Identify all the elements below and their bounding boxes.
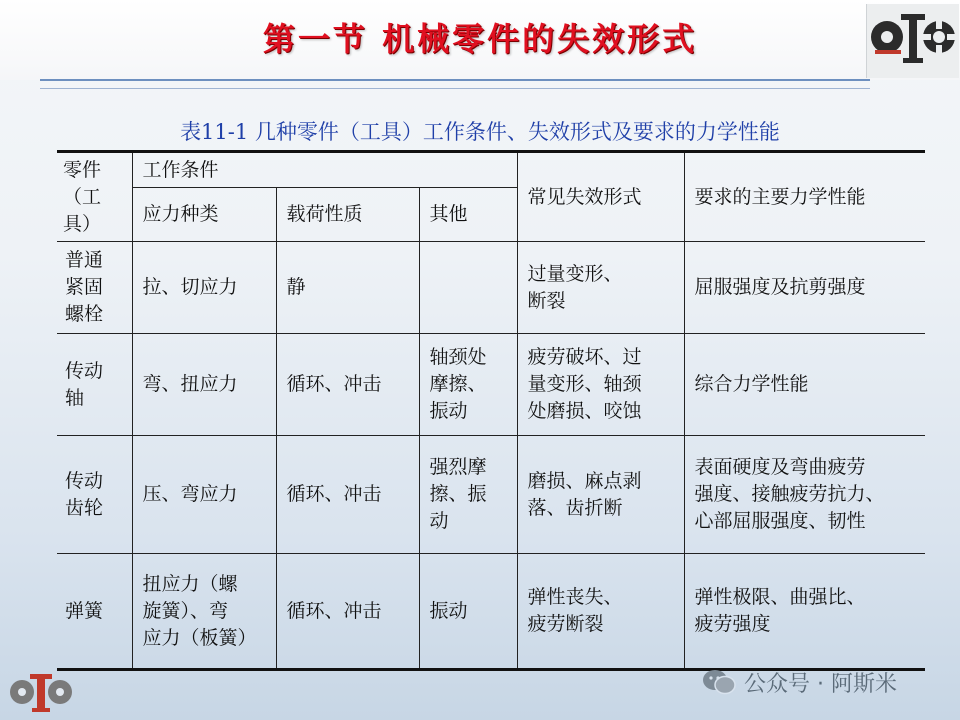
title-rule bbox=[40, 79, 870, 81]
cell-required-properties bbox=[684, 242, 925, 334]
cell-failure-forms bbox=[517, 334, 684, 436]
cell-line: 强烈摩 bbox=[429, 456, 487, 478]
cell-line: 轴 bbox=[65, 386, 85, 409]
cell-part bbox=[57, 554, 132, 670]
cell-line: 弹性丧失、 bbox=[527, 586, 623, 608]
cell-load-nature bbox=[276, 436, 419, 554]
table-row bbox=[57, 242, 925, 334]
cell-line: 量变形、轴颈 bbox=[527, 373, 642, 395]
cell-line: 落、齿折断 bbox=[527, 496, 623, 519]
cell-line: 轴颈处 bbox=[429, 346, 487, 368]
gear-logo-icon bbox=[866, 4, 959, 78]
cell-line: 疲劳破坏、过 bbox=[527, 346, 642, 368]
cell-line: 疲劳断裂 bbox=[527, 613, 604, 635]
header-failure-forms: 常见失效形式 bbox=[517, 152, 684, 242]
header-part bbox=[57, 152, 132, 242]
wechat-icon bbox=[702, 668, 736, 696]
cell-failure-forms bbox=[517, 554, 684, 670]
cell-line: 静 bbox=[286, 276, 306, 298]
header-part-line: （工 bbox=[63, 185, 102, 208]
cell-line: 擦、振 bbox=[429, 483, 487, 505]
cell-line: 拉、切应力 bbox=[142, 276, 238, 298]
watermark-text: 公众号 · 阿斯米 bbox=[744, 671, 897, 697]
header-required-properties: 要求的主要力学性能 bbox=[684, 152, 925, 242]
cell-line: 螺栓 bbox=[65, 303, 104, 325]
cell-part bbox=[57, 334, 132, 436]
table-header-row bbox=[57, 152, 925, 188]
cell-line: 表面硬度及弯曲疲劳 bbox=[694, 456, 866, 478]
cell-line: 压、弯应力 bbox=[142, 483, 238, 505]
cell-line: 综合力学性能 bbox=[694, 373, 809, 395]
cell-required-properties bbox=[684, 436, 925, 554]
cell-line: 普通 bbox=[65, 249, 104, 271]
cell-line: 循环、冲击 bbox=[286, 373, 382, 395]
cell-line: 扭应力（螺 bbox=[142, 572, 238, 595]
cell-line: 振动 bbox=[429, 599, 468, 622]
cell-line: 循环、冲击 bbox=[286, 483, 382, 505]
cell-line: 传动 bbox=[65, 359, 104, 382]
properties-table bbox=[57, 150, 925, 671]
cell-other bbox=[419, 554, 517, 670]
cell-line: 传动 bbox=[65, 469, 104, 492]
cell-load-nature bbox=[276, 242, 419, 334]
cell-other bbox=[419, 242, 517, 334]
cell-line: 过量变形、 bbox=[527, 262, 623, 285]
cell-line: 弹簧 bbox=[65, 599, 104, 622]
cell-required-properties bbox=[684, 334, 925, 436]
cell-line: 心部屈服强度、韧性 bbox=[694, 510, 866, 532]
header-stress-type: 应力种类 bbox=[132, 188, 276, 242]
header-working-conditions: 工作条件 bbox=[132, 152, 517, 188]
header-other: 其他 bbox=[419, 188, 517, 242]
cell-line: 处磨损、咬蚀 bbox=[527, 400, 642, 422]
cell-other bbox=[419, 436, 517, 554]
page-title: 第一节 机械零件的失效形式 bbox=[262, 20, 698, 58]
cell-other bbox=[419, 334, 517, 436]
cell-load-nature bbox=[276, 554, 419, 670]
cell-line: 磨损、麻点剥 bbox=[527, 469, 642, 492]
cell-line: 应力（板簧） bbox=[142, 626, 257, 649]
cell-line: 旋簧）、弯 bbox=[142, 599, 229, 622]
cell-line: 振动 bbox=[429, 400, 468, 422]
cell-part bbox=[57, 436, 132, 554]
cell-line: 弹性极限、曲强比、 bbox=[694, 586, 866, 608]
cell-line: 断裂 bbox=[527, 289, 566, 312]
header-part-line: 零件 bbox=[63, 158, 102, 181]
cell-line: 疲劳强度 bbox=[694, 613, 771, 635]
header-part-line: 具） bbox=[63, 212, 102, 235]
cell-line: 循环、冲击 bbox=[286, 599, 382, 622]
table-row bbox=[57, 436, 925, 554]
table-caption: 表11-1 几种零件（工具）工作条件、失效形式及要求的力学性能 bbox=[180, 120, 780, 144]
table-row bbox=[57, 334, 925, 436]
cell-required-properties bbox=[684, 554, 925, 670]
watermark bbox=[702, 666, 897, 698]
cell-stress-type bbox=[132, 334, 276, 436]
cell-line: 摩擦、 bbox=[429, 373, 487, 395]
cell-failure-forms bbox=[517, 436, 684, 554]
cell-stress-type bbox=[132, 554, 276, 670]
cell-line: 屈服强度及抗剪强度 bbox=[694, 276, 866, 298]
cell-line: 强度、接触疲劳抗力、 bbox=[694, 483, 885, 505]
gear-logo-icon bbox=[8, 670, 74, 716]
cell-stress-type bbox=[132, 242, 276, 334]
table-row bbox=[57, 554, 925, 670]
cell-line: 弯、扭应力 bbox=[142, 373, 238, 395]
cell-part bbox=[57, 242, 132, 334]
header-load-nature: 载荷性质 bbox=[276, 188, 419, 242]
cell-line: 紧固 bbox=[65, 276, 104, 298]
cell-line: 齿轮 bbox=[65, 496, 104, 519]
cell-stress-type bbox=[132, 436, 276, 554]
cell-line: 动 bbox=[429, 510, 449, 532]
cell-load-nature bbox=[276, 334, 419, 436]
title-rule-thin bbox=[40, 88, 870, 89]
cell-failure-forms bbox=[517, 242, 684, 334]
